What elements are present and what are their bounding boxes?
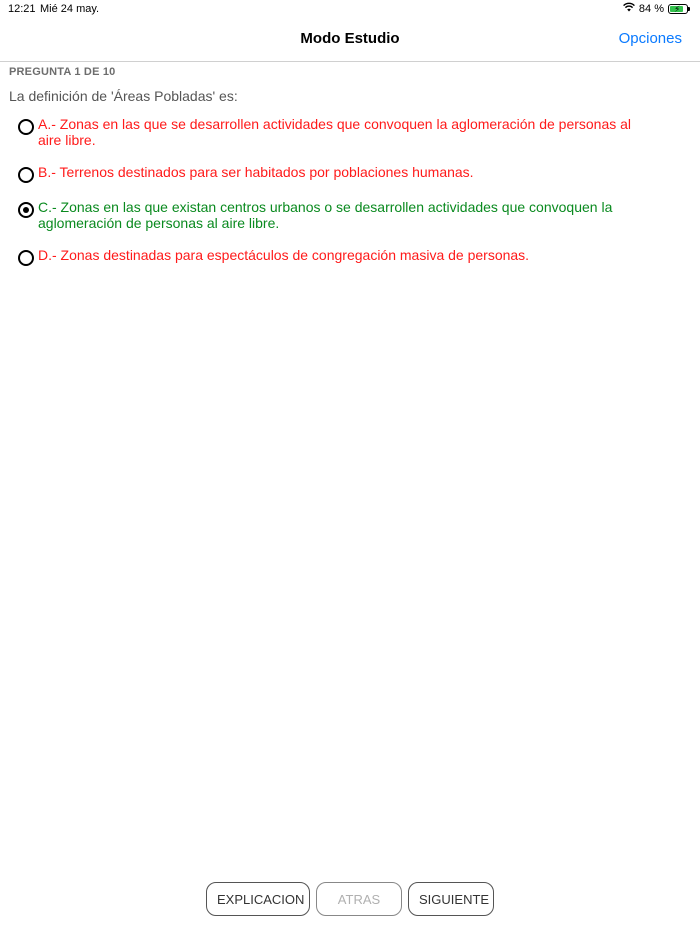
radio-button[interactable] [18,167,34,183]
radio-button[interactable] [18,250,34,266]
battery-cap [688,7,690,11]
battery-charging-icon [668,4,688,14]
status-bar [0,0,700,18]
navigation-bar [0,18,700,62]
back-button[interactable]: ATRAS [316,882,402,916]
bottom-toolbar [0,882,700,916]
status-time: 12:21 [8,3,36,15]
explanation-button[interactable]: EXPLICACION [206,882,310,916]
question-counter: PREGUNTA 1 DE 10 [9,66,116,78]
answer-list [18,114,658,280]
bolt-icon: ⚡ [674,3,681,14]
answer-label: C.- Zonas en las que existan centros urbanos o se desarrollen actividades que convoquen la aglomeración de personas al aire libre. [38,199,613,231]
page-title: Modo Estudio [300,30,400,47]
radio-button[interactable] [18,202,34,218]
next-button[interactable]: SIGUIENTE [408,882,494,916]
wifi-icon [623,2,635,15]
answer-label: B.- Terrenos destinados para ser habitados por poblaciones humanas. [38,164,474,180]
status-date: Mié 24 may. [40,3,100,15]
status-indicators [623,2,688,15]
answer-option-b[interactable] [18,162,658,183]
options-button[interactable]: Opciones [618,30,682,47]
question-text: La definición de 'Áreas Pobladas' es: [9,88,238,104]
answer-option-d[interactable] [18,245,658,266]
answer-option-a[interactable] [18,114,658,148]
answer-option-c[interactable] [18,197,658,231]
radio-button[interactable] [18,119,34,135]
answer-label: A.- Zonas en las que se desarrollen actividades que convoquen la aglomeración de personas al aire libre. [38,116,632,148]
battery-percent: 84 % [638,2,664,15]
answer-label: D.- Zonas destinadas para espectáculos de congregación masiva de personas. [38,247,530,263]
